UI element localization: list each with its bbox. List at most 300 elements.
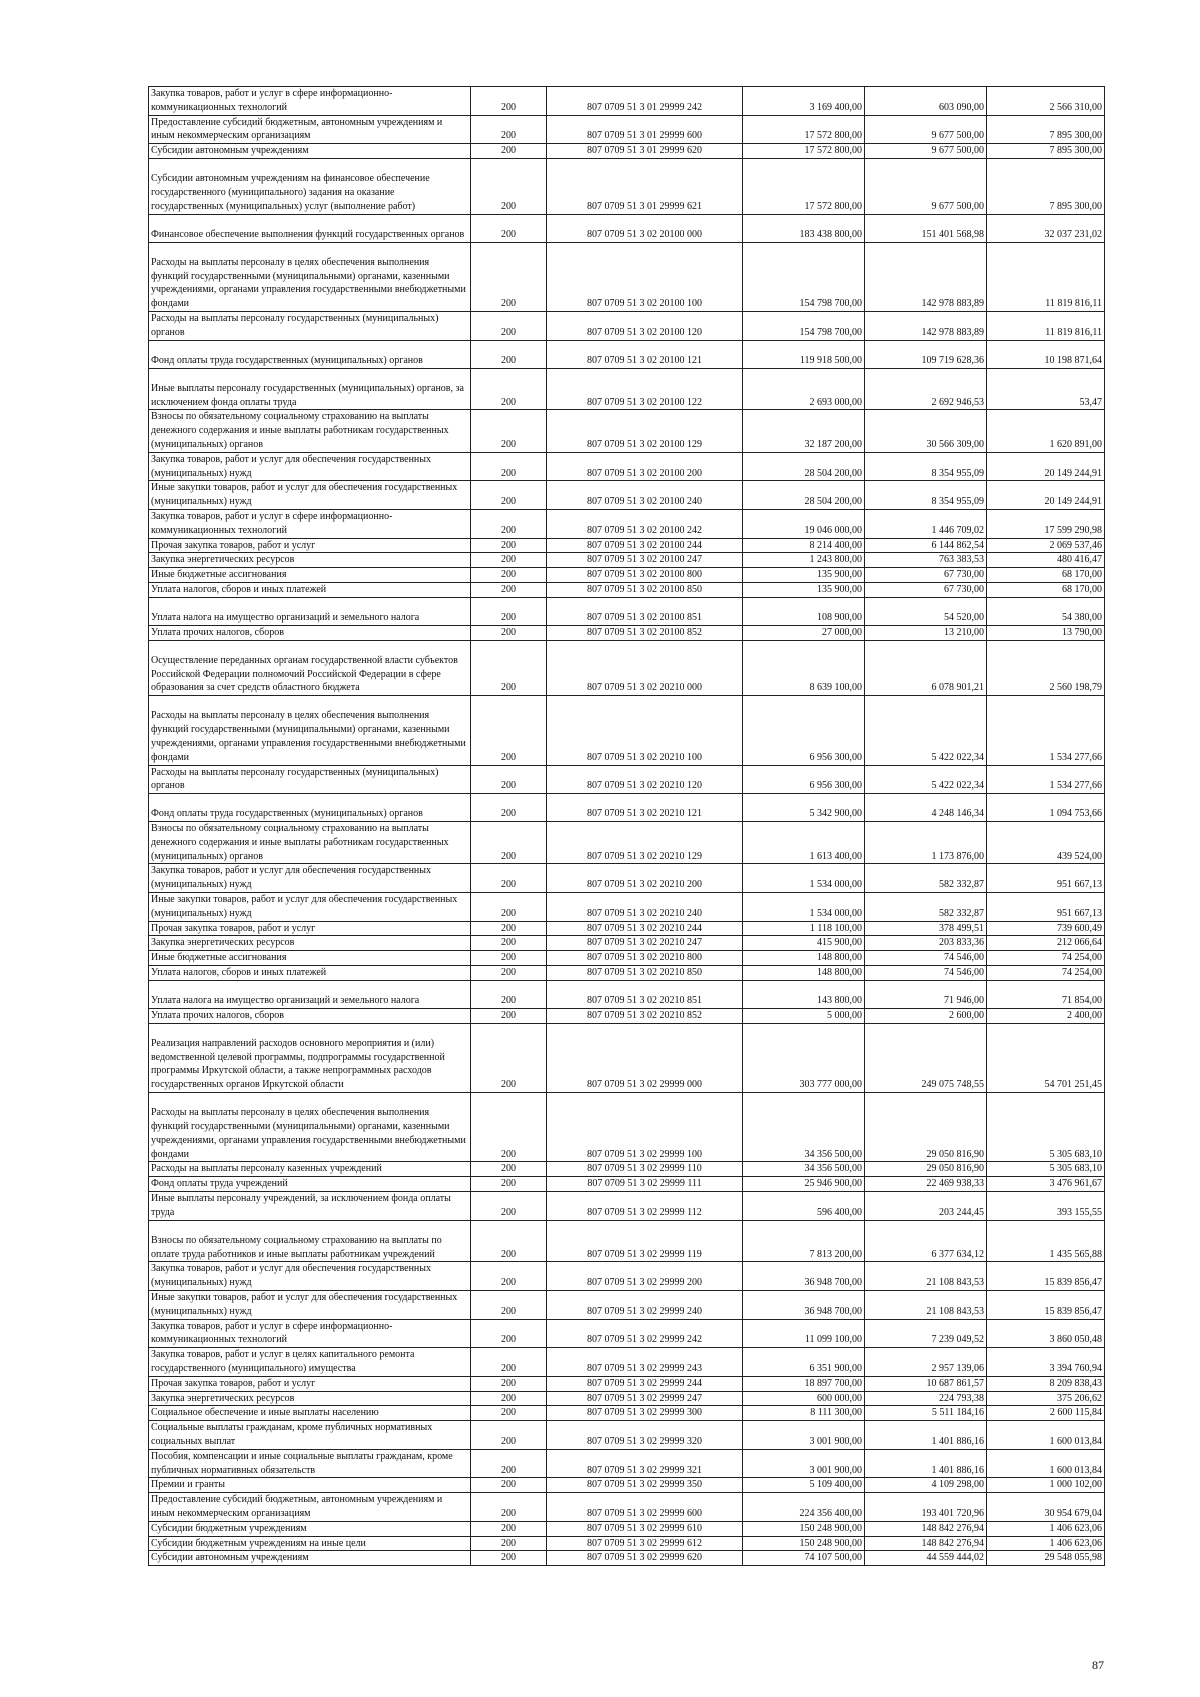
row-unexecuted-cell: 3 860 050,48 xyxy=(987,1319,1105,1348)
table-row xyxy=(149,538,1105,553)
row-executed-cell: 67 730,00 xyxy=(865,568,987,583)
row-unexecuted-cell: 1 600 013,84 xyxy=(987,1421,1105,1450)
table-row xyxy=(149,1220,1105,1262)
row-unexecuted-cell: 2 560 198,79 xyxy=(987,640,1105,696)
table-row xyxy=(149,368,1105,410)
row-kbk-cell: 807 0709 51 3 02 20210 852 xyxy=(547,1008,743,1023)
row-unexecuted-cell: 1 534 277,66 xyxy=(987,696,1105,765)
row-unexecuted-cell: 54 380,00 xyxy=(987,597,1105,625)
row-kbk-cell: 807 0709 51 3 02 29999 100 xyxy=(547,1093,743,1162)
row-code-cell: 200 xyxy=(471,158,547,214)
row-unexecuted-cell: 2 566 310,00 xyxy=(987,87,1105,116)
row-executed-cell: 71 946,00 xyxy=(865,980,987,1008)
row-name-cell: Фонд оплаты труда учреждений xyxy=(149,1177,471,1192)
row-executed-cell: 4 248 146,34 xyxy=(865,794,987,822)
table-row xyxy=(149,582,1105,597)
row-name-cell: Субсидии автономным учреждениям на финансовое обеспечение государственного (муниципального) задания на оказание государственных (муниципальных) услуг (выполнение работ) xyxy=(149,158,471,214)
row-approved-cell: 3 001 900,00 xyxy=(743,1449,865,1478)
row-executed-cell: 8 354 955,09 xyxy=(865,481,987,510)
row-name-cell: Субсидии автономным учреждениям xyxy=(149,1551,471,1566)
table-row xyxy=(149,980,1105,1008)
row-executed-cell: 2 957 139,06 xyxy=(865,1348,987,1377)
row-approved-cell: 148 800,00 xyxy=(743,951,865,966)
row-approved-cell: 150 248 900,00 xyxy=(743,1536,865,1551)
table-row xyxy=(149,966,1105,981)
row-kbk-cell: 807 0709 51 3 02 20100 850 xyxy=(547,582,743,597)
row-name-cell: Предоставление субсидий бюджетным, автономным учреждениям и иным некоммерческим организациям xyxy=(149,115,471,144)
table-row xyxy=(149,936,1105,951)
row-code-cell: 200 xyxy=(471,822,547,864)
row-name-cell: Расходы на выплаты персоналу казенных учреждений xyxy=(149,1162,471,1177)
row-executed-cell: 763 383,53 xyxy=(865,553,987,568)
row-kbk-cell: 807 0709 51 3 02 20100 244 xyxy=(547,538,743,553)
row-approved-cell: 1 118 100,00 xyxy=(743,921,865,936)
row-executed-cell: 203 244,45 xyxy=(865,1192,987,1221)
row-code-cell: 200 xyxy=(471,1406,547,1421)
row-name-cell: Пособия, компенсации и иные социальные выплаты гражданам, кроме публичных нормативных обязательств xyxy=(149,1449,471,1478)
row-unexecuted-cell: 1 620 891,00 xyxy=(987,410,1105,452)
row-approved-cell: 1 613 400,00 xyxy=(743,822,865,864)
row-approved-cell: 135 900,00 xyxy=(743,568,865,583)
row-executed-cell: 203 833,36 xyxy=(865,936,987,951)
row-approved-cell: 28 504 200,00 xyxy=(743,452,865,481)
row-executed-cell: 5 511 184,16 xyxy=(865,1406,987,1421)
table-row xyxy=(149,1536,1105,1551)
row-name-cell: Закупка энергетических ресурсов xyxy=(149,1391,471,1406)
row-name-cell: Закупка товаров, работ и услуг для обеспечения государственных (муниципальных) нужд xyxy=(149,864,471,893)
row-code-cell: 200 xyxy=(471,1376,547,1391)
row-approved-cell: 303 777 000,00 xyxy=(743,1023,865,1092)
table-row xyxy=(149,481,1105,510)
table-body xyxy=(149,87,1105,1566)
row-approved-cell: 25 946 900,00 xyxy=(743,1177,865,1192)
table-row xyxy=(149,1551,1105,1566)
row-unexecuted-cell: 74 254,00 xyxy=(987,966,1105,981)
row-kbk-cell: 807 0709 51 3 02 20100 247 xyxy=(547,553,743,568)
row-unexecuted-cell: 74 254,00 xyxy=(987,951,1105,966)
row-approved-cell: 7 813 200,00 xyxy=(743,1220,865,1262)
row-kbk-cell: 807 0709 51 3 01 29999 621 xyxy=(547,158,743,214)
row-unexecuted-cell: 11 819 816,11 xyxy=(987,311,1105,340)
row-name-cell: Закупка товаров, работ и услуг для обеспечения государственных (муниципальных) нужд xyxy=(149,1262,471,1291)
row-approved-cell: 6 956 300,00 xyxy=(743,696,865,765)
row-kbk-cell: 807 0709 51 3 02 29999 200 xyxy=(547,1262,743,1291)
row-kbk-cell: 807 0709 51 3 02 20100 240 xyxy=(547,481,743,510)
row-name-cell: Прочая закупка товаров, работ и услуг xyxy=(149,921,471,936)
row-unexecuted-cell: 951 667,13 xyxy=(987,864,1105,893)
row-executed-cell: 1 401 886,16 xyxy=(865,1421,987,1450)
row-approved-cell: 11 099 100,00 xyxy=(743,1319,865,1348)
row-executed-cell: 4 109 298,00 xyxy=(865,1478,987,1493)
table-row xyxy=(149,1093,1105,1162)
row-approved-cell: 6 956 300,00 xyxy=(743,765,865,794)
row-unexecuted-cell: 5 305 683,10 xyxy=(987,1093,1105,1162)
row-name-cell: Взносы по обязательному социальному страхованию на выплаты денежного содержания и иные выплаты работникам государственных (муниципальных) органов xyxy=(149,410,471,452)
row-executed-cell: 44 559 444,02 xyxy=(865,1551,987,1566)
row-unexecuted-cell: 53,47 xyxy=(987,368,1105,410)
row-executed-cell: 1 173 876,00 xyxy=(865,822,987,864)
row-kbk-cell: 807 0709 51 3 02 29999 612 xyxy=(547,1536,743,1551)
table-row xyxy=(149,1162,1105,1177)
row-kbk-cell: 807 0709 51 3 02 29999 111 xyxy=(547,1177,743,1192)
row-kbk-cell: 807 0709 51 3 02 20100 120 xyxy=(547,311,743,340)
row-executed-cell: 54 520,00 xyxy=(865,597,987,625)
row-executed-cell: 5 422 022,34 xyxy=(865,765,987,794)
row-approved-cell: 415 900,00 xyxy=(743,936,865,951)
row-approved-cell: 28 504 200,00 xyxy=(743,481,865,510)
row-code-cell: 200 xyxy=(471,765,547,794)
row-code-cell: 200 xyxy=(471,1551,547,1566)
row-kbk-cell: 807 0709 51 3 02 29999 247 xyxy=(547,1391,743,1406)
row-unexecuted-cell: 1 435 565,88 xyxy=(987,1220,1105,1262)
row-code-cell: 200 xyxy=(471,452,547,481)
row-kbk-cell: 807 0709 51 3 02 29999 243 xyxy=(547,1348,743,1377)
row-executed-cell: 13 210,00 xyxy=(865,625,987,640)
row-code-cell: 200 xyxy=(471,340,547,368)
row-code-cell: 200 xyxy=(471,936,547,951)
row-code-cell: 200 xyxy=(471,538,547,553)
row-code-cell: 200 xyxy=(471,582,547,597)
row-approved-cell: 150 248 900,00 xyxy=(743,1521,865,1536)
row-code-cell: 200 xyxy=(471,1162,547,1177)
row-name-cell: Прочая закупка товаров, работ и услуг xyxy=(149,538,471,553)
row-name-cell: Прочая закупка товаров, работ и услуг xyxy=(149,1376,471,1391)
row-approved-cell: 6 351 900,00 xyxy=(743,1348,865,1377)
table-row xyxy=(149,1521,1105,1536)
row-unexecuted-cell: 30 954 679,04 xyxy=(987,1493,1105,1522)
row-approved-cell: 34 356 500,00 xyxy=(743,1093,865,1162)
table-row xyxy=(149,452,1105,481)
row-approved-cell: 600 000,00 xyxy=(743,1391,865,1406)
row-name-cell: Закупка товаров, работ и услуг в целях капитального ремонта государственного (муниципального) имущества xyxy=(149,1348,471,1377)
row-executed-cell: 224 793,38 xyxy=(865,1391,987,1406)
row-executed-cell: 1 401 886,16 xyxy=(865,1449,987,1478)
row-approved-cell: 5 342 900,00 xyxy=(743,794,865,822)
row-approved-cell: 1 534 000,00 xyxy=(743,893,865,922)
row-name-cell: Иные выплаты персоналу государственных (муниципальных) органов, за исключением фонда оплаты труда xyxy=(149,368,471,410)
row-kbk-cell: 807 0709 51 3 01 29999 242 xyxy=(547,87,743,116)
row-code-cell: 200 xyxy=(471,1319,547,1348)
row-name-cell: Закупка товаров, работ и услуг в сфере информационно-коммуникационных технологий xyxy=(149,87,471,116)
row-name-cell: Уплата налогов, сборов и иных платежей xyxy=(149,582,471,597)
table-row xyxy=(149,509,1105,538)
row-executed-cell: 5 422 022,34 xyxy=(865,696,987,765)
row-unexecuted-cell: 15 839 856,47 xyxy=(987,1291,1105,1320)
row-code-cell: 200 xyxy=(471,696,547,765)
row-unexecuted-cell: 393 155,55 xyxy=(987,1192,1105,1221)
table-row xyxy=(149,144,1105,159)
row-kbk-cell: 807 0709 51 3 02 29999 320 xyxy=(547,1421,743,1450)
row-name-cell: Уплата прочих налогов, сборов xyxy=(149,625,471,640)
row-code-cell: 200 xyxy=(471,568,547,583)
row-name-cell: Реализация направлений расходов основного мероприятия и (или) ведомственной целевой программы, подпрограммы государственной программы Иркутской области, а также непрограммных расходов государственных органов Иркутской области xyxy=(149,1023,471,1092)
row-code-cell: 200 xyxy=(471,1449,547,1478)
row-kbk-cell: 807 0709 51 3 02 29999 110 xyxy=(547,1162,743,1177)
row-unexecuted-cell: 11 819 816,11 xyxy=(987,242,1105,311)
row-unexecuted-cell: 20 149 244,91 xyxy=(987,452,1105,481)
table-row xyxy=(149,864,1105,893)
row-name-cell: Субсидии бюджетным учреждениям на иные цели xyxy=(149,1536,471,1551)
row-kbk-cell: 807 0709 51 3 02 29999 119 xyxy=(547,1220,743,1262)
row-kbk-cell: 807 0709 51 3 02 20100 000 xyxy=(547,214,743,242)
row-approved-cell: 17 572 800,00 xyxy=(743,158,865,214)
row-unexecuted-cell: 2 600 115,84 xyxy=(987,1406,1105,1421)
row-unexecuted-cell: 439 524,00 xyxy=(987,822,1105,864)
table-row xyxy=(149,242,1105,311)
row-name-cell: Закупка энергетических ресурсов xyxy=(149,936,471,951)
table-row xyxy=(149,1376,1105,1391)
row-name-cell: Расходы на выплаты персоналу государственных (муниципальных) органов xyxy=(149,311,471,340)
row-approved-cell: 32 187 200,00 xyxy=(743,410,865,452)
row-approved-cell: 17 572 800,00 xyxy=(743,144,865,159)
row-executed-cell: 8 354 955,09 xyxy=(865,452,987,481)
row-approved-cell: 108 900,00 xyxy=(743,597,865,625)
row-code-cell: 200 xyxy=(471,921,547,936)
row-name-cell: Закупка товаров, работ и услуг в сфере информационно-коммуникационных технологий xyxy=(149,509,471,538)
row-code-cell: 200 xyxy=(471,1478,547,1493)
row-approved-cell: 36 948 700,00 xyxy=(743,1291,865,1320)
table-row xyxy=(149,625,1105,640)
table-row xyxy=(149,1008,1105,1023)
row-code-cell: 200 xyxy=(471,1348,547,1377)
table-row xyxy=(149,822,1105,864)
row-kbk-cell: 807 0709 51 3 02 20100 242 xyxy=(547,509,743,538)
row-name-cell: Иные закупки товаров, работ и услуг для обеспечения государственных (муниципальных) нужд xyxy=(149,1291,471,1320)
row-code-cell: 200 xyxy=(471,1421,547,1450)
table-row xyxy=(149,597,1105,625)
row-name-cell: Иные закупки товаров, работ и услуг для обеспечения государственных (муниципальных) нужд xyxy=(149,893,471,922)
row-executed-cell: 9 677 500,00 xyxy=(865,144,987,159)
row-approved-cell: 1 534 000,00 xyxy=(743,864,865,893)
row-approved-cell: 143 800,00 xyxy=(743,980,865,1008)
row-unexecuted-cell: 1 534 277,66 xyxy=(987,765,1105,794)
row-kbk-cell: 807 0709 51 3 02 29999 350 xyxy=(547,1478,743,1493)
row-name-cell: Расходы на выплаты персоналу в целях обеспечения выполнения функций государственными (муниципальными) органами, казенными учреждениями, органами управления государственными внебюджетными фондами xyxy=(149,696,471,765)
row-executed-cell: 74 546,00 xyxy=(865,966,987,981)
row-unexecuted-cell: 54 701 251,45 xyxy=(987,1023,1105,1092)
row-executed-cell: 74 546,00 xyxy=(865,951,987,966)
row-code-cell: 200 xyxy=(471,966,547,981)
table-row xyxy=(149,1391,1105,1406)
row-name-cell: Предоставление субсидий бюджетным, автономным учреждениям и иным некоммерческим организациям xyxy=(149,1493,471,1522)
row-code-cell: 200 xyxy=(471,1093,547,1162)
row-approved-cell: 74 107 500,00 xyxy=(743,1551,865,1566)
row-executed-cell: 148 842 276,94 xyxy=(865,1521,987,1536)
row-kbk-cell: 807 0709 51 3 02 29999 600 xyxy=(547,1493,743,1522)
row-kbk-cell: 807 0709 51 3 02 29999 240 xyxy=(547,1291,743,1320)
row-code-cell: 200 xyxy=(471,311,547,340)
row-approved-cell: 224 356 400,00 xyxy=(743,1493,865,1522)
row-kbk-cell: 807 0709 51 3 02 29999 300 xyxy=(547,1406,743,1421)
row-executed-cell: 9 677 500,00 xyxy=(865,158,987,214)
row-approved-cell: 8 214 400,00 xyxy=(743,538,865,553)
row-code-cell: 200 xyxy=(471,115,547,144)
row-unexecuted-cell: 71 854,00 xyxy=(987,980,1105,1008)
table-row xyxy=(149,696,1105,765)
row-unexecuted-cell: 7 895 300,00 xyxy=(987,158,1105,214)
row-code-cell: 200 xyxy=(471,242,547,311)
row-kbk-cell: 807 0709 51 3 02 29999 620 xyxy=(547,1551,743,1566)
row-kbk-cell: 807 0709 51 3 02 29999 112 xyxy=(547,1192,743,1221)
row-name-cell: Иные бюджетные ассигнования xyxy=(149,951,471,966)
row-code-cell: 200 xyxy=(471,1493,547,1522)
row-approved-cell: 8 639 100,00 xyxy=(743,640,865,696)
row-approved-cell: 5 109 400,00 xyxy=(743,1478,865,1493)
row-code-cell: 200 xyxy=(471,1023,547,1092)
row-executed-cell: 6 144 862,54 xyxy=(865,538,987,553)
row-name-cell: Субсидии автономным учреждениям xyxy=(149,144,471,159)
row-name-cell: Осуществление переданных органам государственной власти субъектов Российской Федерации полномочий Российской Федерации в сфере образования за счет средств областного бюджета xyxy=(149,640,471,696)
row-unexecuted-cell: 3 394 760,94 xyxy=(987,1348,1105,1377)
row-executed-cell: 109 719 628,36 xyxy=(865,340,987,368)
row-name-cell: Премии и гранты xyxy=(149,1478,471,1493)
row-approved-cell: 8 111 300,00 xyxy=(743,1406,865,1421)
table-row xyxy=(149,214,1105,242)
row-code-cell: 200 xyxy=(471,625,547,640)
row-name-cell: Закупка товаров, работ и услуг в сфере информационно-коммуникационных технологий xyxy=(149,1319,471,1348)
row-kbk-cell: 807 0709 51 3 02 20100 200 xyxy=(547,452,743,481)
row-approved-cell: 27 000,00 xyxy=(743,625,865,640)
table-row xyxy=(149,765,1105,794)
row-name-cell: Закупка энергетических ресурсов xyxy=(149,553,471,568)
row-unexecuted-cell: 7 895 300,00 xyxy=(987,115,1105,144)
row-code-cell: 200 xyxy=(471,1008,547,1023)
table-row xyxy=(149,340,1105,368)
row-kbk-cell: 807 0709 51 3 02 20210 200 xyxy=(547,864,743,893)
row-executed-cell: 29 050 816,90 xyxy=(865,1093,987,1162)
row-approved-cell: 148 800,00 xyxy=(743,966,865,981)
row-unexecuted-cell: 1 600 013,84 xyxy=(987,1449,1105,1478)
row-approved-cell: 183 438 800,00 xyxy=(743,214,865,242)
row-kbk-cell: 807 0709 51 3 02 29999 610 xyxy=(547,1521,743,1536)
row-executed-cell: 249 075 748,55 xyxy=(865,1023,987,1092)
table-row xyxy=(149,1406,1105,1421)
table-row xyxy=(149,951,1105,966)
row-name-cell: Фонд оплаты труда государственных (муниципальных) органов xyxy=(149,794,471,822)
row-unexecuted-cell: 32 037 231,02 xyxy=(987,214,1105,242)
row-approved-cell: 3 001 900,00 xyxy=(743,1421,865,1450)
row-code-cell: 200 xyxy=(471,1391,547,1406)
row-code-cell: 200 xyxy=(471,1521,547,1536)
row-code-cell: 200 xyxy=(471,1262,547,1291)
table-row xyxy=(149,1478,1105,1493)
row-unexecuted-cell: 2 069 537,46 xyxy=(987,538,1105,553)
row-executed-cell: 2 600,00 xyxy=(865,1008,987,1023)
row-kbk-cell: 807 0709 51 3 02 20210 120 xyxy=(547,765,743,794)
table-row xyxy=(149,640,1105,696)
row-code-cell: 200 xyxy=(471,481,547,510)
row-kbk-cell: 807 0709 51 3 02 29999 321 xyxy=(547,1449,743,1478)
row-executed-cell: 9 677 500,00 xyxy=(865,115,987,144)
row-code-cell: 200 xyxy=(471,864,547,893)
row-name-cell: Уплата налогов, сборов и иных платежей xyxy=(149,966,471,981)
row-executed-cell: 10 687 861,57 xyxy=(865,1376,987,1391)
row-unexecuted-cell: 2 400,00 xyxy=(987,1008,1105,1023)
row-unexecuted-cell: 68 170,00 xyxy=(987,568,1105,583)
row-name-cell: Иные бюджетные ассигнования xyxy=(149,568,471,583)
row-code-cell: 200 xyxy=(471,980,547,1008)
row-code-cell: 200 xyxy=(471,509,547,538)
row-kbk-cell: 807 0709 51 3 01 29999 620 xyxy=(547,144,743,159)
row-executed-cell: 29 050 816,90 xyxy=(865,1162,987,1177)
table-row xyxy=(149,893,1105,922)
row-executed-cell: 6 377 634,12 xyxy=(865,1220,987,1262)
row-code-cell: 200 xyxy=(471,640,547,696)
row-kbk-cell: 807 0709 51 3 02 20100 121 xyxy=(547,340,743,368)
row-unexecuted-cell: 20 149 244,91 xyxy=(987,481,1105,510)
row-kbk-cell: 807 0709 51 3 02 29999 244 xyxy=(547,1376,743,1391)
row-unexecuted-cell: 17 599 290,98 xyxy=(987,509,1105,538)
row-unexecuted-cell: 1 406 623,06 xyxy=(987,1536,1105,1551)
row-approved-cell: 154 798 700,00 xyxy=(743,242,865,311)
row-executed-cell: 193 401 720,96 xyxy=(865,1493,987,1522)
table-row xyxy=(149,553,1105,568)
row-code-cell: 200 xyxy=(471,794,547,822)
row-kbk-cell: 807 0709 51 3 02 20100 129 xyxy=(547,410,743,452)
table-row xyxy=(149,410,1105,452)
row-code-cell: 200 xyxy=(471,144,547,159)
row-name-cell: Фонд оплаты труда государственных (муниципальных) органов xyxy=(149,340,471,368)
row-name-cell: Финансовое обеспечение выполнения функций государственных органов xyxy=(149,214,471,242)
row-executed-cell: 21 108 843,53 xyxy=(865,1291,987,1320)
row-name-cell: Уплата налога на имущество организаций и земельного налога xyxy=(149,597,471,625)
table-row xyxy=(149,158,1105,214)
row-code-cell: 200 xyxy=(471,214,547,242)
row-kbk-cell: 807 0709 51 3 02 20210 240 xyxy=(547,893,743,922)
table-row xyxy=(149,1421,1105,1450)
row-approved-cell: 119 918 500,00 xyxy=(743,340,865,368)
row-kbk-cell: 807 0709 51 3 02 20100 851 xyxy=(547,597,743,625)
row-executed-cell: 148 842 276,94 xyxy=(865,1536,987,1551)
row-executed-cell: 142 978 883,89 xyxy=(865,242,987,311)
row-name-cell: Расходы на выплаты персоналу в целях обеспечения выполнения функций государственными (муниципальными) органами, казенными учреждениями, органами управления государственными внебюджетными фондами xyxy=(149,242,471,311)
row-executed-cell: 378 499,51 xyxy=(865,921,987,936)
row-executed-cell: 22 469 938,33 xyxy=(865,1177,987,1192)
row-unexecuted-cell: 480 416,47 xyxy=(987,553,1105,568)
row-unexecuted-cell: 29 548 055,98 xyxy=(987,1551,1105,1566)
row-unexecuted-cell: 1 094 753,66 xyxy=(987,794,1105,822)
row-kbk-cell: 807 0709 51 3 01 29999 600 xyxy=(547,115,743,144)
row-name-cell: Уплата налога на имущество организаций и земельного налога xyxy=(149,980,471,1008)
table-row xyxy=(149,568,1105,583)
row-code-cell: 200 xyxy=(471,410,547,452)
row-code-cell: 200 xyxy=(471,1220,547,1262)
table-row xyxy=(149,1449,1105,1478)
table-row xyxy=(149,1177,1105,1192)
table-row xyxy=(149,1192,1105,1221)
row-executed-cell: 582 332,87 xyxy=(865,864,987,893)
row-code-cell: 200 xyxy=(471,1291,547,1320)
row-unexecuted-cell: 375 206,62 xyxy=(987,1391,1105,1406)
row-name-cell: Взносы по обязательному социальному страхованию на выплаты денежного содержания и иные выплаты работникам государственных (муниципальных) органов xyxy=(149,822,471,864)
row-name-cell: Уплата прочих налогов, сборов xyxy=(149,1008,471,1023)
row-unexecuted-cell: 68 170,00 xyxy=(987,582,1105,597)
row-approved-cell: 34 356 500,00 xyxy=(743,1162,865,1177)
row-kbk-cell: 807 0709 51 3 02 20100 122 xyxy=(547,368,743,410)
row-unexecuted-cell: 15 839 856,47 xyxy=(987,1262,1105,1291)
row-approved-cell: 36 948 700,00 xyxy=(743,1262,865,1291)
row-executed-cell: 2 692 946,53 xyxy=(865,368,987,410)
table-row xyxy=(149,1319,1105,1348)
row-kbk-cell: 807 0709 51 3 02 29999 242 xyxy=(547,1319,743,1348)
table-row xyxy=(149,921,1105,936)
row-executed-cell: 6 078 901,21 xyxy=(865,640,987,696)
row-unexecuted-cell: 10 198 871,64 xyxy=(987,340,1105,368)
budget-execution-table xyxy=(148,86,1105,1566)
row-approved-cell: 5 000,00 xyxy=(743,1008,865,1023)
row-unexecuted-cell: 8 209 838,43 xyxy=(987,1376,1105,1391)
row-executed-cell: 582 332,87 xyxy=(865,893,987,922)
